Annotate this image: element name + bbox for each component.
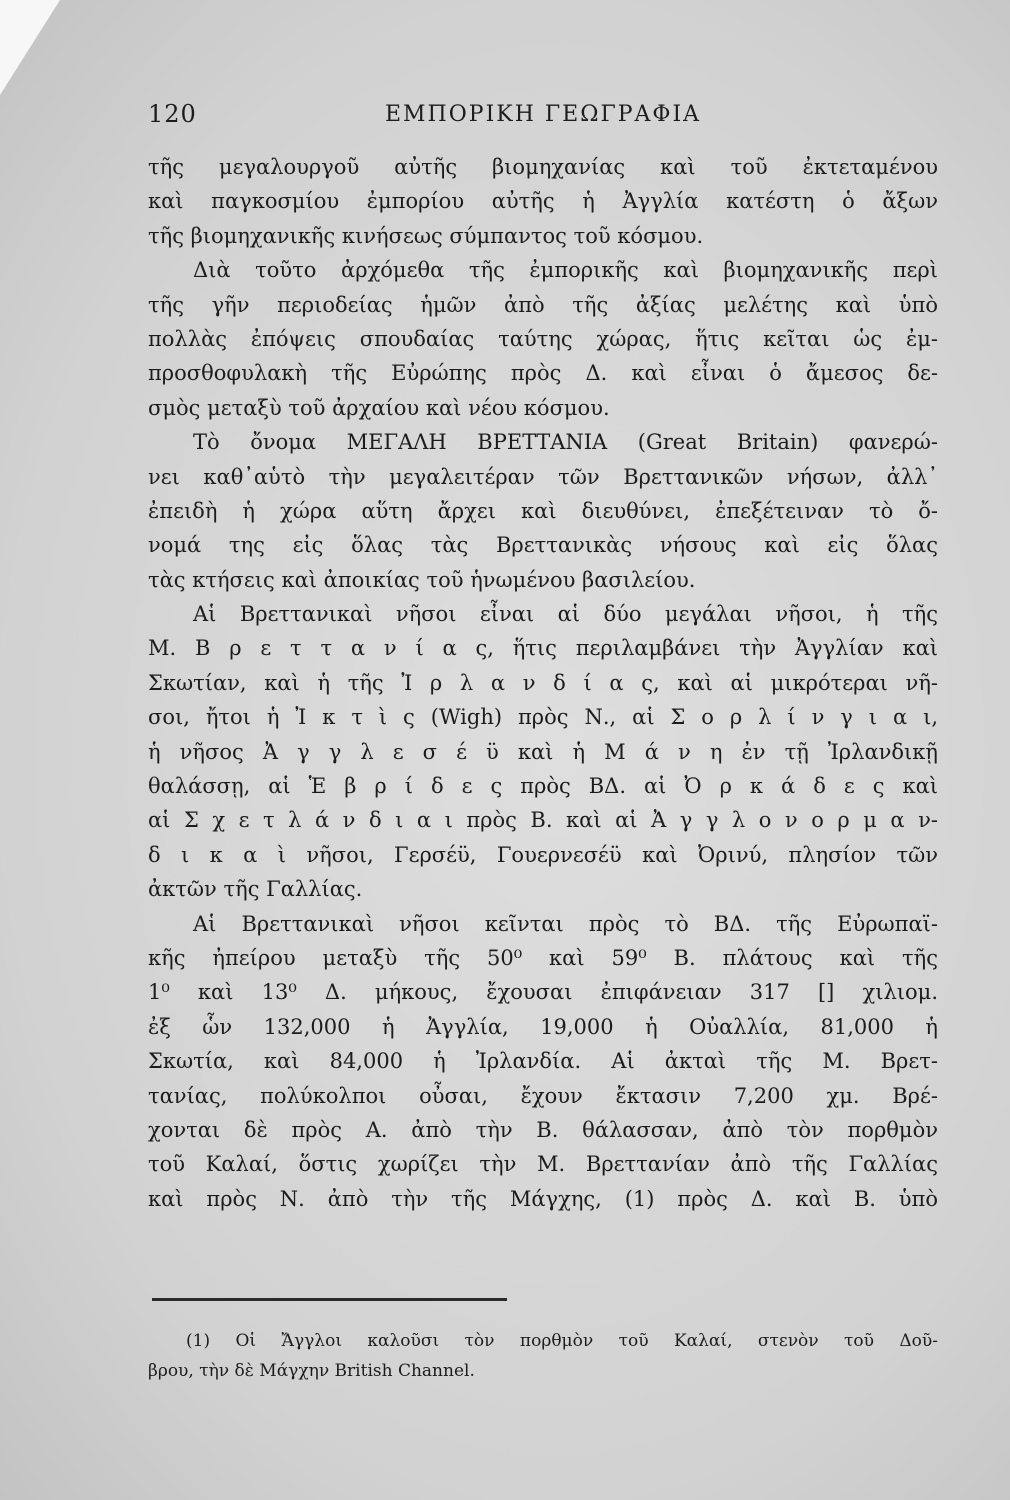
text-line: ἀκτῶν τῆς Γαλλίας. <box>148 877 363 902</box>
footnote-line: βρου, τὴν δὲ Μάγχην British Channel. <box>148 1361 475 1381</box>
text-line: σοι, ἤτοι ἡ Ἰ κ τ ὶ ς (Wigh) πρὸς Ν., αἱ Σ ο ρ λ ί ν γ ι α ι, <box>148 705 938 730</box>
text-line: τῆς γῆν περιοδείας ἡμῶν ἀπὸ τῆς ἀξίας μελέτης καὶ ὑπὸ <box>148 292 938 317</box>
text-line: δ ι κ α ὶ νῆσοι, Γερσέϋ, Γουερνεσέϋ καὶ Ὀρινύ, πλησίον τῶν <box>148 842 938 867</box>
text-line: αἱ Σ χ ε τ λ ά ν δ ι α ι πρὸς Β. καὶ αἱ Ἀ γ γ λ ο ν ο ρ μ α ν- <box>148 808 938 833</box>
footnote-line: (1) Οἱ Ἄγγλοι καλοῦσι τὸν πορθμὸν τοῦ Καλαί, στενὸν τοῦ Δοῦ- <box>186 1331 938 1351</box>
text-line: πολλὰς ἐπόψεις σπουδαίας ταύτης χώρας, ἥτις κεῖται ὡς ἐμ- <box>148 326 938 351</box>
footnote-rule <box>152 1298 507 1301</box>
text-line: Διὰ τοῦτο ἀρχόμεθα τῆς ἐμπορικῆς καὶ βιομηχανικῆς περὶ <box>193 258 938 283</box>
text-line: Σκωτία, καὶ 84,000 ἡ Ἰρλανδία. Αἱ ἀκταὶ τῆς Μ. Βρετ- <box>148 1049 938 1074</box>
text-line: σμὸς μεταξὺ τοῦ ἀρχαίου καὶ νέου κόσμου. <box>148 395 610 420</box>
page-header <box>148 100 938 134</box>
text-line: ἐξ ὧν 132,000 ἡ Ἀγγλία, 19,000 ἡ Οὐαλλία, 81,000 ἡ <box>148 1014 938 1039</box>
text-line: Μ. Β ρ ε τ τ α ν ί α ς, ἥτις περιλαμβάνει τὴν Ἀγγλίαν καὶ <box>148 636 938 661</box>
text-line: ἡ νῆσος Ἀ γ γ λ ε σ έ ϋ καὶ ἡ Μ ά ν η ἐν τῇ Ἰρλανδικῇ <box>148 739 938 764</box>
text-line: 1⁰ καὶ 13⁰ Δ. μήκους, ἔχουσαι ἐπιφάνειαν 317 [] χιλιομ. <box>148 980 938 1005</box>
text-line: Αἱ Βρεττανικαὶ νῆσοι κεῖνται πρὸς τὸ ΒΔ. τῆς Εὐρωπαϊ- <box>193 911 938 936</box>
text-line: ἐπειδὴ ἡ χώρα αὕτη ἄρχει καὶ διευθύνει, ἐπεξέτειναν τὸ ὄ- <box>148 498 938 523</box>
body-text <box>148 150 938 1216</box>
text-line: θαλάσσῃ, αἱ Ἑ β ρ ί δ ε ς πρὸς ΒΔ. αἱ Ὀ ρ κ ά δ ε ς καὶ <box>148 774 938 799</box>
text-line: καὶ παγκοσμίου ἐμπορίου αὐτῆς ἡ Ἀγγλία κατέστη ὁ ἄξων <box>148 189 938 214</box>
page-corner <box>0 0 60 95</box>
text-line: προσθοφυλακὴ τῆς Εὐρώπης πρὸς Δ. καὶ εἶναι ὁ ἄμεσος δε- <box>148 361 938 386</box>
text-line: τανίας, πολύκολποι οὖσαι, ἔχουν ἔκτασιν 7,200 χμ. Βρέ- <box>148 1083 938 1108</box>
page-number: 120 <box>148 100 197 128</box>
text-line: καὶ πρὸς Ν. ἀπὸ τὴν τῆς Μάγχης, (1) πρὸς Δ. καὶ Β. ὑπὸ <box>148 1186 938 1211</box>
text-line: τοῦ Καλαί, ὅστις χωρίζει τὴν Μ. Βρεττανίαν ἀπὸ τῆς Γαλλίας <box>148 1152 938 1177</box>
text-line: τῆς βιομηχανικῆς κινήσεως σύμπαντος τοῦ κόσμου. <box>148 223 704 248</box>
running-title: ΕΜΠΟΡΙΚΗ ΓΕΩΓΡΑΦΙΑ <box>384 102 702 127</box>
text-line: νει καθ᾽αὑτὸ τὴν μεγαλειτέραν τῶν Βρεττανικῶν νήσων, ἀλλ᾽ <box>148 464 938 489</box>
text-line: τὰς κτήσεις καὶ ἀποικίας τοῦ ἡνωμένου βασιλείου. <box>148 567 696 592</box>
text-line: κῆς ἠπείρου μεταξὺ τῆς 50⁰ καὶ 59⁰ Β. πλάτους καὶ τῆς <box>148 945 938 970</box>
text-line: χονται δὲ πρὸς Α. ἀπὸ τὴν Β. θάλασσαν, ἀπὸ τὸν πορθμὸν <box>148 1117 938 1142</box>
footnotes <box>148 1326 938 1386</box>
text-line: Τὸ ὄνομα ΜΕΓΑΛΗ ΒΡΕΤΤΑΝΙΑ (Great Britain) φανερώ- <box>193 430 938 455</box>
text-line: Αἱ Βρεττανικαὶ νῆσοι εἶναι αἱ δύο μεγάλαι νῆσοι, ἡ τῆς <box>193 602 938 627</box>
text-line: τῆς μεγαλουργοῦ αὐτῆς βιομηχανίας καὶ τοῦ ἐκτεταμένου <box>148 155 938 179</box>
text-line: Σκωτίαν, καὶ ἡ τῆς Ἰ ρ λ α ν δ ί α ς, καὶ αἱ μικρότεραι νῆ- <box>148 670 938 695</box>
text-line: νομά της εἰς ὅλας τὰς Βρεττανικὰς νήσους καὶ εἰς ὅλας <box>148 533 938 558</box>
